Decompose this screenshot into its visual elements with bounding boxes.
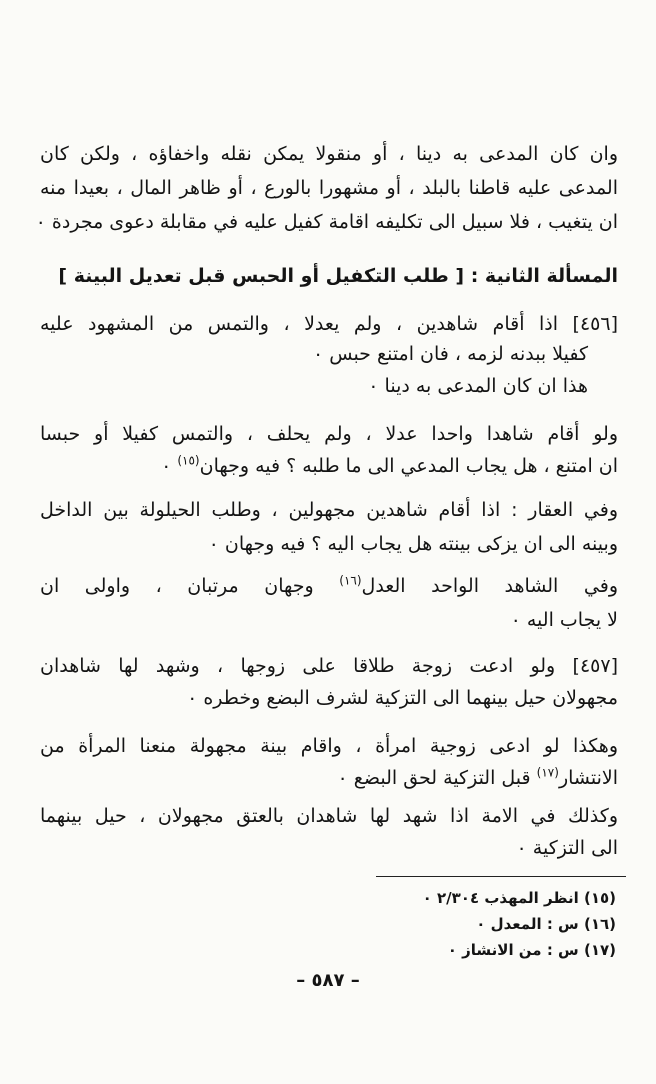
text-line: وان كان المدعى به دينا ، أو منقولا يمكن نقله واخفاؤه ، ولكن كان xyxy=(40,143,618,165)
footnote: (١٧) س : من الانشاز ٠ xyxy=(447,941,616,959)
line-text: وفي الشاهد الواحد العدل xyxy=(361,575,618,597)
text-line: مجهولان حيل بينهما الى التزكية لشرف البضع وخطره ٠ xyxy=(187,687,618,709)
line-text: قبل التزكية لحق البضع ٠ xyxy=(337,767,531,789)
text-line xyxy=(40,454,618,478)
text-line: وبينه الى ان يزكى بينته هل يجاب اليه ؟ فيه وجهان ٠ xyxy=(208,533,618,555)
main-text xyxy=(35,0,618,870)
footnote: (١٥) انظر المهذب ٢/٣٠٤ ٠ xyxy=(422,889,616,907)
footnote-ref: (١٥) xyxy=(177,453,200,468)
text-line: كفيلا ببدنه لزمه ، فان امتنع حبس ٠ xyxy=(312,343,588,365)
text-line: [٤٥٧] ولو ادعت زوجة طلاقا على زوجها ، وشهد لها شاهدان xyxy=(40,655,618,677)
text-line: ان يتغيب ، فلا سبيل الى تكليفه اقامة كفيل عليه في مقابلة دعوى مجردة ٠ xyxy=(35,211,618,233)
text-line xyxy=(40,766,618,790)
section-heading: المسألة الثانية : [ طلب التكفيل أو الحبس قبل تعديل البينة ] xyxy=(58,265,618,287)
line-text: وجهان مرتبان ، واولى ان xyxy=(40,575,314,597)
text-line: لا يجاب اليه ٠ xyxy=(510,609,618,631)
text-line: المدعى عليه قاطنا بالبلد ، أو مشهورا بالورع ، أو ظاهر المال ، بعيدا منه xyxy=(40,177,618,199)
footnote: (١٦) س : المعدل ٠ xyxy=(476,915,616,933)
text-line: وهكذا لو ادعى زوجية امرأة ، واقام بينة مجهولة منعنا المرأة من xyxy=(40,735,618,757)
text-line: وفي العقار : اذا أقام شاهدين مجهولين ، وطلب الحيلولة بين الداخل xyxy=(40,499,618,521)
text-line: الى التزكية ٠ xyxy=(516,837,618,859)
line-end-mark: ٠ xyxy=(161,455,172,477)
line-text: ان امتنع ، هل يجاب المدعي الى ما طلبه ؟ فيه وجهان xyxy=(199,455,618,477)
footnote-ref: (١٦) xyxy=(339,573,362,588)
footnote-ref: (١٧) xyxy=(536,765,559,780)
page-number: – ٥٨٧ – xyxy=(296,970,360,991)
text-line: هذا ان كان المدعى به دينا ٠ xyxy=(368,375,588,397)
text-line xyxy=(40,574,618,598)
line-text: الانتشار xyxy=(558,767,618,789)
text-line: [٤٥٦] اذا أقام شاهدين ، ولم يعدلا ، والتمس من المشهود عليه xyxy=(40,313,618,335)
text-line: ولو أقام شاهدا واحدا عدلا ، ولم يحلف ، والتمس كفيلا أو حبسا xyxy=(40,423,618,445)
text-line: وكذلك في الامة اذا شهد لها شاهدان بالعتق مجهولان ، حيل بينهما xyxy=(40,805,618,827)
footnote-divider xyxy=(376,876,626,877)
